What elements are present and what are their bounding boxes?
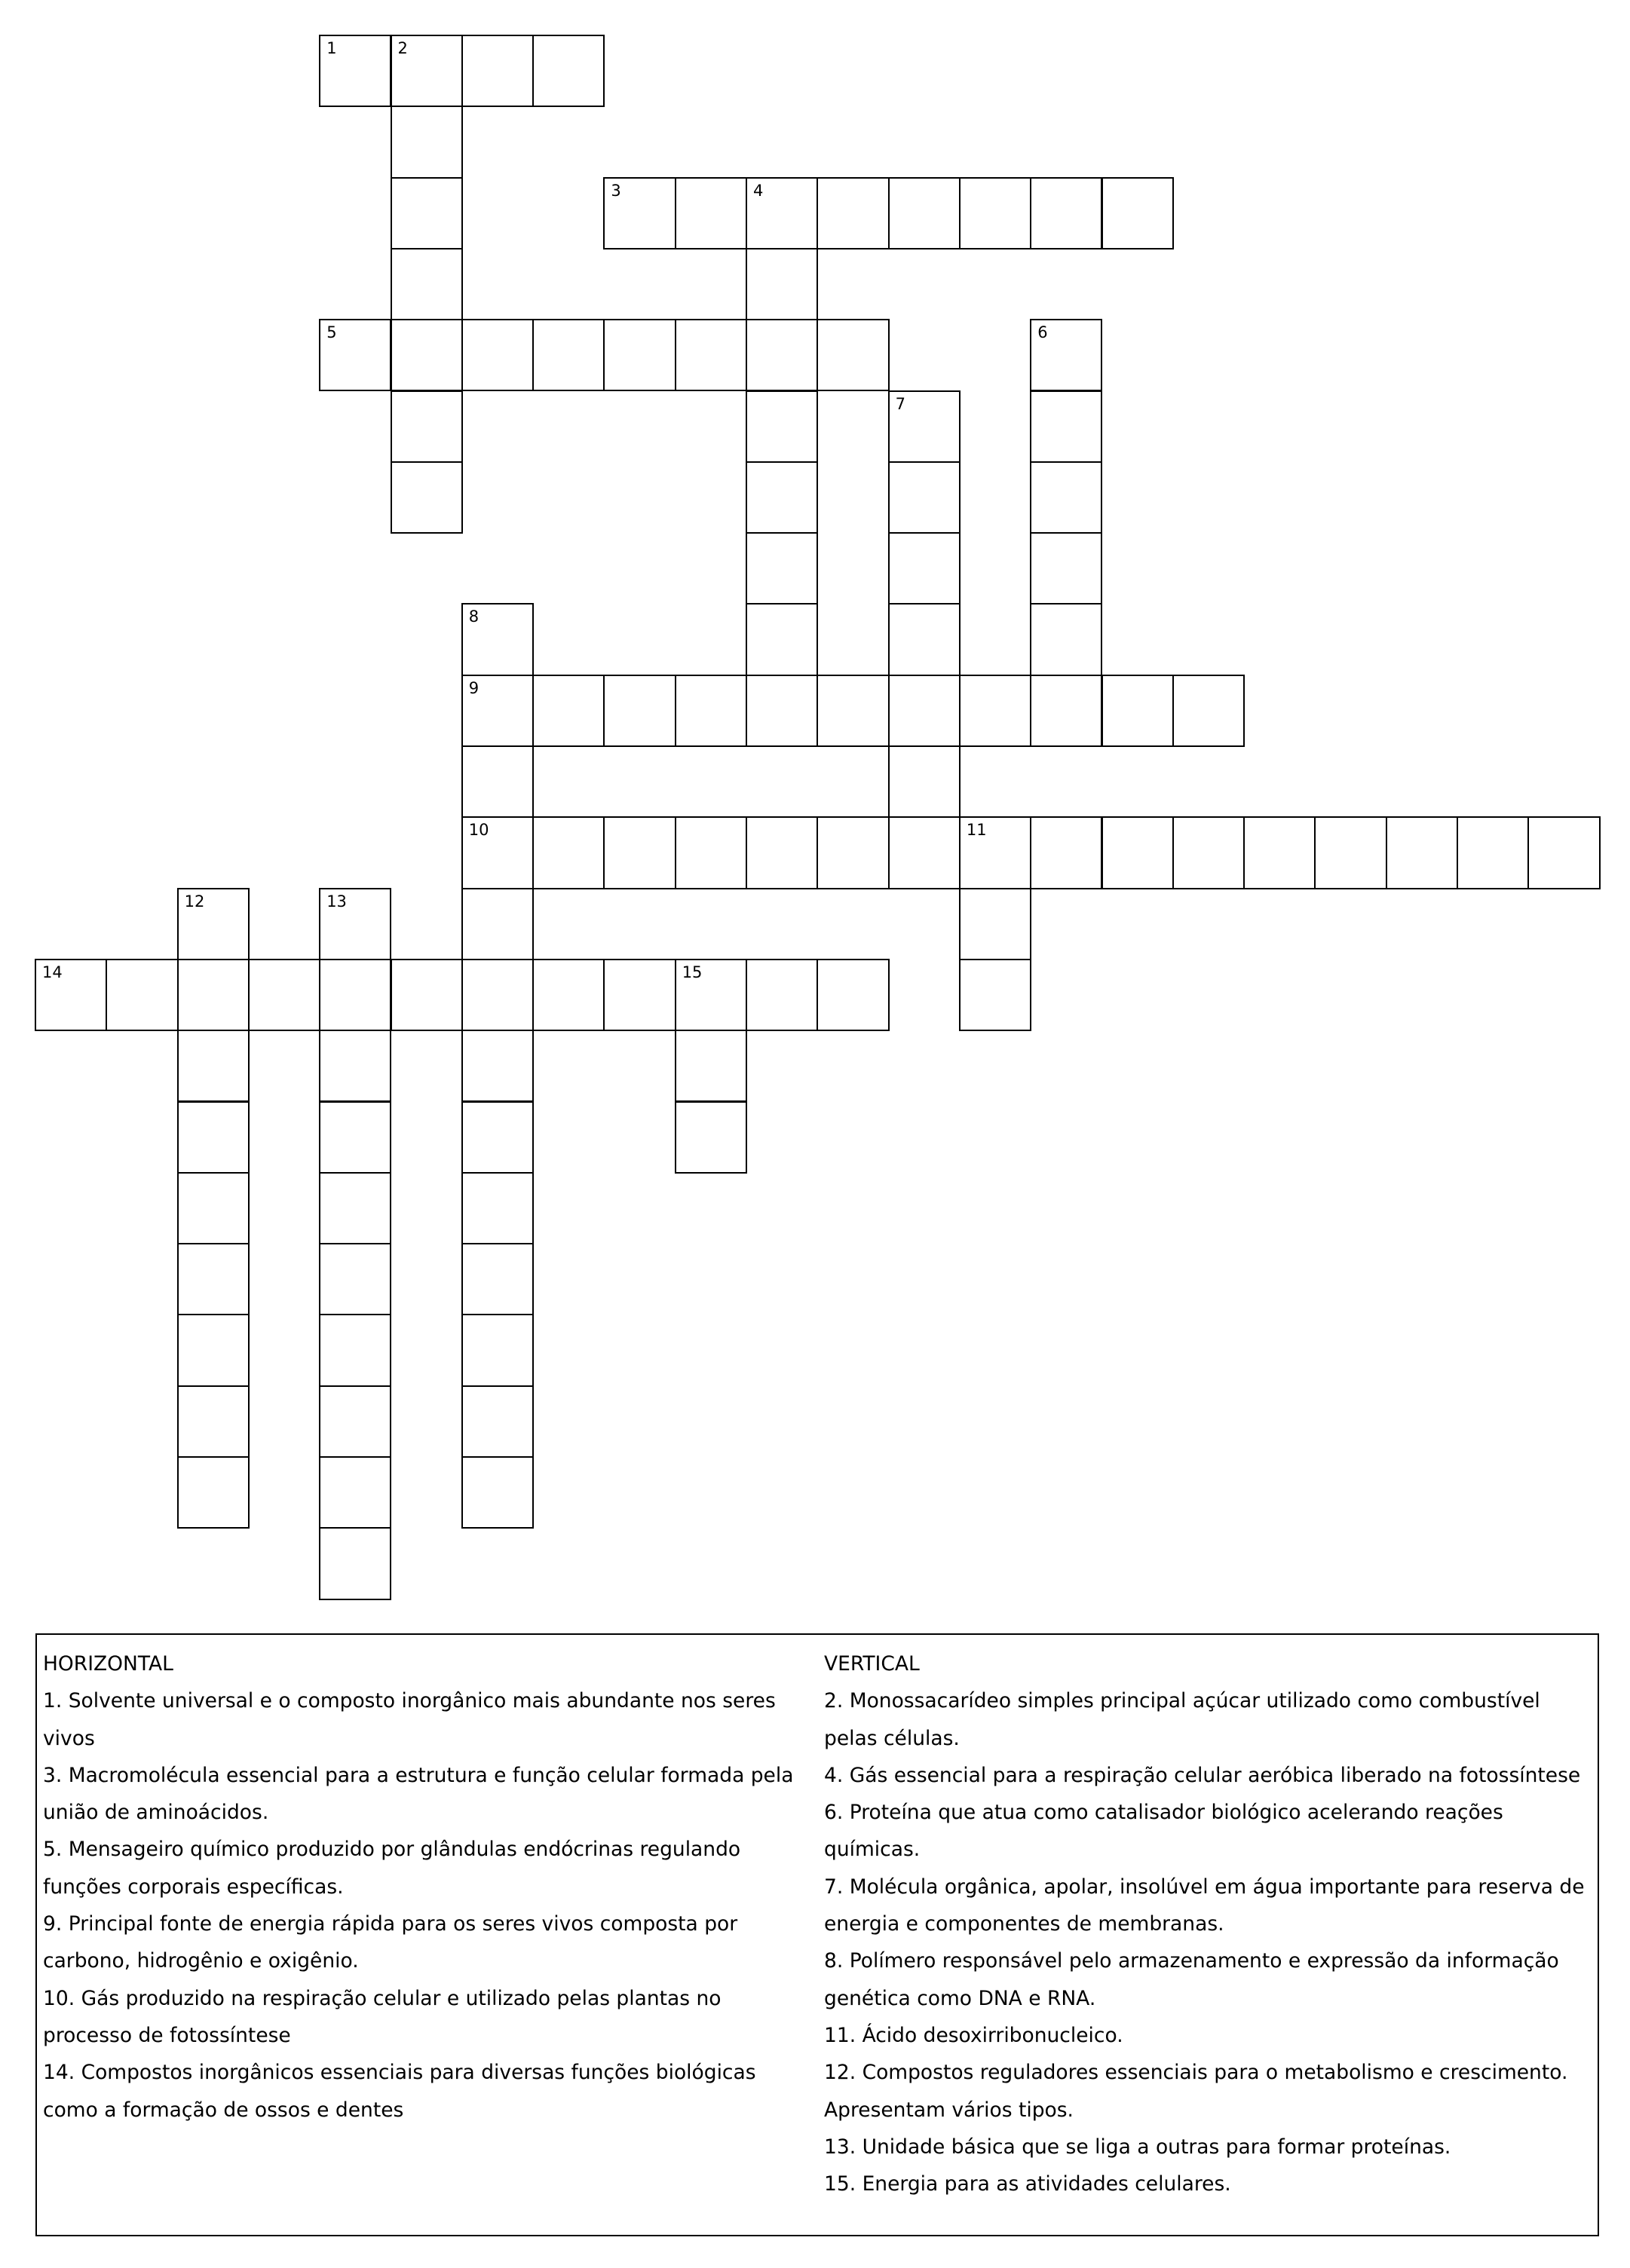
grid-cell[interactable] <box>603 675 676 747</box>
grid-cell[interactable] <box>959 959 1031 1031</box>
clue-v13: 13. Unidade básica que se liga a outras para formar proteínas. <box>824 2135 1451 2159</box>
grid-cell[interactable] <box>817 816 889 889</box>
grid-cell[interactable] <box>746 319 818 391</box>
grid-cell[interactable] <box>888 532 961 604</box>
clue-v8: 8. Polímero responsável pelo armazenamento e expressão da informação genética como DNA e RNA. <box>824 1949 1559 2010</box>
clue-v7: 7. Molécula orgânica, apolar, insolúvel em água importante para reserva de energia e componentes de membranas. <box>824 1875 1585 1936</box>
grid-cell[interactable] <box>532 816 605 889</box>
grid-cell[interactable] <box>959 816 1031 889</box>
grid-cell[interactable] <box>1030 675 1102 747</box>
grid-cell[interactable] <box>888 461 961 534</box>
grid-cell[interactable] <box>391 959 463 1031</box>
horizontal-clues <box>43 1645 812 2129</box>
grid-cell[interactable] <box>177 888 250 960</box>
grid-cell[interactable] <box>675 319 747 391</box>
grid-cell[interactable] <box>1030 816 1102 889</box>
grid-cell[interactable] <box>177 1456 250 1529</box>
clue-number: 11 <box>966 821 987 840</box>
grid-cell[interactable] <box>675 1101 747 1174</box>
grid-cell[interactable] <box>106 959 178 1031</box>
grid-cell[interactable] <box>461 816 534 889</box>
grid-cell[interactable] <box>461 1101 534 1174</box>
grid-cell[interactable] <box>461 319 534 391</box>
clue-h5: 5. Mensageiro químico produzido por glândulas endócrinas regulando funções corporais específicas. <box>43 1838 741 1899</box>
grid-cell[interactable] <box>461 35 534 107</box>
grid-cell[interactable] <box>603 177 676 249</box>
clue-number: 13 <box>326 892 347 911</box>
grid-cell[interactable] <box>532 35 605 107</box>
grid-cell[interactable] <box>1172 675 1245 747</box>
grid-cell[interactable] <box>1386 816 1458 889</box>
grid-cell[interactable] <box>746 603 818 675</box>
grid-cell[interactable] <box>888 675 961 747</box>
grid-cell[interactable] <box>675 1030 747 1102</box>
grid-cell[interactable] <box>817 177 889 249</box>
grid-cell[interactable] <box>888 177 961 249</box>
grid-cell[interactable] <box>461 1172 534 1244</box>
grid-cell[interactable] <box>319 888 391 960</box>
grid-cell[interactable] <box>391 106 463 178</box>
grid-cell[interactable] <box>888 603 961 675</box>
clue-v12: 12. Compostos reguladores essenciais para o metabolismo e crescimento. Apresentam vários tipos. <box>824 2061 1568 2122</box>
clue-v4: 4. Gás essencial para a respiração celular aeróbica liberado na fotossíntese <box>824 1763 1581 1787</box>
grid-cell[interactable] <box>675 177 747 249</box>
grid-cell[interactable] <box>461 1385 534 1458</box>
grid-cell[interactable] <box>888 745 961 818</box>
clue-number: 4 <box>753 181 764 200</box>
clue-number: 14 <box>42 963 63 981</box>
grid-cell[interactable] <box>817 319 889 391</box>
clue-number: 9 <box>468 678 480 697</box>
grid-cell[interactable] <box>391 35 463 107</box>
grid-cell[interactable] <box>1030 532 1102 604</box>
clue-number: 1 <box>326 39 337 57</box>
grid-cell[interactable] <box>603 319 676 391</box>
grid-cell[interactable] <box>461 1456 534 1529</box>
clue-number: 2 <box>397 39 408 57</box>
grid-cell[interactable] <box>746 675 818 747</box>
grid-cell[interactable] <box>746 461 818 534</box>
vertical-title: VERTICAL <box>824 1652 920 1676</box>
clue-h10: 10. Gás produzido na respiração celular e utilizado pelas plantas no processo de fotossíntese <box>43 1986 722 2047</box>
grid-cell[interactable] <box>1101 177 1174 249</box>
grid-cell[interactable] <box>959 888 1031 960</box>
grid-cell[interactable] <box>319 1527 391 1599</box>
grid-cell[interactable] <box>1030 390 1102 463</box>
grid-cell[interactable] <box>461 1243 534 1315</box>
grid-cell[interactable] <box>461 603 534 675</box>
grid-cell[interactable] <box>177 1172 250 1244</box>
grid-cell[interactable] <box>391 390 463 463</box>
grid-cell[interactable] <box>532 675 605 747</box>
grid-cell[interactable] <box>1030 461 1102 534</box>
grid-cell[interactable] <box>319 1456 391 1529</box>
grid-cell[interactable] <box>675 816 747 889</box>
grid-cell[interactable] <box>391 319 463 391</box>
grid-cell[interactable] <box>461 745 534 818</box>
grid-cell[interactable] <box>675 959 747 1031</box>
grid-cell[interactable] <box>461 959 534 1031</box>
grid-cell[interactable] <box>177 1243 250 1315</box>
horizontal-title: HORIZONTAL <box>43 1652 173 1676</box>
clue-v11: 11. Ácido desoxirribonucleico. <box>824 2023 1123 2047</box>
grid-cell[interactable] <box>888 390 961 463</box>
grid-cell[interactable] <box>391 177 463 249</box>
grid-cell[interactable] <box>461 675 534 747</box>
grid-cell[interactable] <box>319 1385 391 1458</box>
clue-number: 8 <box>468 608 480 626</box>
clue-number: 5 <box>326 323 337 342</box>
clue-number: 7 <box>895 394 905 413</box>
grid-cell[interactable] <box>1030 603 1102 675</box>
clue-number: 15 <box>682 963 703 981</box>
clue-number: 6 <box>1037 323 1048 342</box>
grid-cell[interactable] <box>1457 816 1529 889</box>
grid-cell[interactable] <box>1243 816 1316 889</box>
grid-cell[interactable] <box>1172 816 1245 889</box>
clue-v2: 2. Monossacarídeo simples principal açúcar utilizado como combustível pelas células. <box>824 1689 1540 1750</box>
grid-cell[interactable] <box>319 1030 391 1102</box>
grid-cell[interactable] <box>319 1101 391 1174</box>
grid-cell[interactable] <box>461 1030 534 1102</box>
clue-h14: 14. Compostos inorgânicos essenciais para diversas funções biológicas como a formação de ossos e dentes <box>43 2061 756 2122</box>
clue-h1: 1. Solvente universal e o composto inorgânico mais abundante nos seres vivos <box>43 1689 776 1750</box>
clue-number: 3 <box>611 181 621 200</box>
grid-cell[interactable] <box>35 959 107 1031</box>
grid-cell[interactable] <box>746 390 818 463</box>
grid-cell[interactable] <box>177 1101 250 1174</box>
grid-cell[interactable] <box>1030 177 1102 249</box>
grid-cell[interactable] <box>959 675 1031 747</box>
grid-cell[interactable] <box>603 959 676 1031</box>
grid-cell[interactable] <box>319 35 391 107</box>
grid-cell[interactable] <box>959 177 1031 249</box>
grid-cell[interactable] <box>319 959 391 1031</box>
grid-cell[interactable] <box>817 959 889 1031</box>
grid-cell[interactable] <box>532 959 605 1031</box>
grid-cell[interactable] <box>177 959 250 1031</box>
grid-cell[interactable] <box>1101 816 1174 889</box>
grid-cell[interactable] <box>675 675 747 747</box>
grid-cell[interactable] <box>248 959 320 1031</box>
clue-number: 10 <box>468 821 489 840</box>
grid-cell[interactable] <box>888 816 961 889</box>
clue-h3: 3. Macromolécula essencial para a estrutura e função celular formada pela união de aminoácidos. <box>43 1763 794 1825</box>
clue-v6: 6. Proteína que atua como catalisador biológico acelerando reações químicas. <box>824 1801 1503 1862</box>
clue-v15: 15. Energia para as atividades celulares. <box>824 2172 1231 2196</box>
clue-h9: 9. Principal fonte de energia rápida para os seres vivos composta por carbono, hidrogênio e oxigênio. <box>43 1912 738 1973</box>
vertical-clues <box>824 1645 1596 2202</box>
grid-cell[interactable] <box>461 888 534 960</box>
grid-cell[interactable] <box>603 816 676 889</box>
grid-cell[interactable] <box>319 1314 391 1386</box>
grid-cell[interactable] <box>746 816 818 889</box>
grid-cell[interactable] <box>1527 816 1600 889</box>
clue-number: 12 <box>184 892 205 911</box>
grid-cell[interactable] <box>177 1385 250 1458</box>
grid-cell[interactable] <box>177 1030 250 1102</box>
grid-cell[interactable] <box>746 532 818 604</box>
grid-cell[interactable] <box>817 675 889 747</box>
grid-cell[interactable] <box>177 1314 250 1386</box>
grid-cell[interactable] <box>461 1314 534 1386</box>
grid-cell[interactable] <box>746 248 818 320</box>
grid-cell[interactable] <box>746 177 818 249</box>
grid-cell[interactable] <box>532 319 605 391</box>
grid-cell[interactable] <box>391 461 463 534</box>
grid-cell[interactable] <box>391 248 463 320</box>
grid-cell[interactable] <box>1314 816 1386 889</box>
grid-cell[interactable] <box>319 1172 391 1244</box>
grid-cell[interactable] <box>1030 319 1102 391</box>
clues-box <box>35 1633 1599 2236</box>
grid-cell[interactable] <box>319 319 391 391</box>
grid-cell[interactable] <box>1101 675 1174 747</box>
grid-cell[interactable] <box>319 1243 391 1315</box>
grid-cell[interactable] <box>746 959 818 1031</box>
